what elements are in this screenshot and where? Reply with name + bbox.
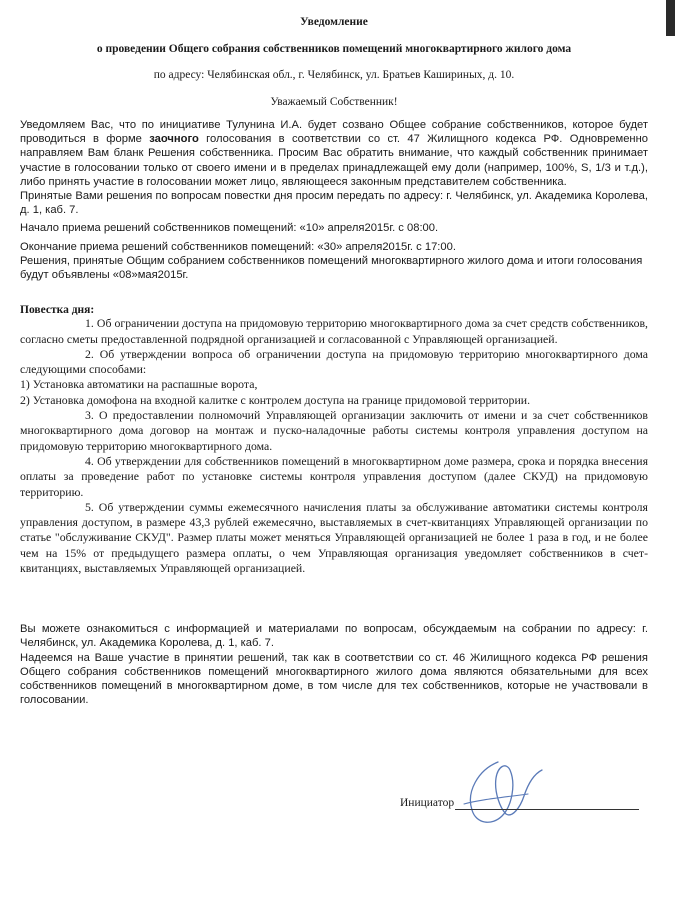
notice-title: Уведомление	[300, 16, 368, 28]
agenda-item: 3. О предоставлении полномочий Управляющей организации заключить от имени и за счет собственников многоквартирного дома договор на монтаж и пуско-наладочные работы системы контроля управления доступом на придомовую территорию многоквартирного дома.	[20, 408, 648, 453]
submission-end: Окончание приема решений собственников помещений: «30» апреля2015г. с 17:00.	[20, 240, 456, 253]
intro-paragraph	[20, 118, 648, 189]
footer-section	[20, 622, 648, 707]
greeting: Уважаемый Собственник!	[270, 96, 398, 108]
agenda-subitem: 1) Установка автоматики на распашные ворота,	[20, 377, 258, 392]
signature-line	[455, 809, 639, 810]
building-address: по адресу: Челябинская обл., г. Челябинск, ул. Братьев Кашириных, д. 10.	[153, 69, 515, 81]
intro-text-end: голосования в соответствии со ст. 47 Жилищного кодекса РФ. Одновременно направляем Вам бланк Решения собственника. Просим Вас обратить внимание, что каждый собственник принимает участие в голосовании только от своего имени и в пределах принадлежащей ему доли (например, 100%, S, 1/3 и т.д.), либо принять участие в голосовании может лицо, являющееся законным представителем собственника.	[20, 133, 649, 188]
submission-start: Начало приема решений собственников помещений: «10» апреля2015г. с 08:00.	[20, 222, 439, 235]
agenda-item: 4. Об утверждении для собственников помещений в многоквартирном доме размера, срока и порядка внесения оплаты за проведение работ по установке системы контроля управления доступом (далее СКУД) на придомовую территорию.	[20, 453, 648, 499]
agenda-item: 1. Об ограничении доступа на придомовую территорию многоквартирного дома за счет средств собственников, согласно сметы предоставленной подрядной организацией и согласованной с Управляющей организацией.	[20, 316, 648, 346]
scan-edge-mark	[666, 0, 675, 36]
notice-document	[20, 12, 648, 708]
notice-subtitle: о проведении Общего собрания собственников помещений многоквартирного жилого дома	[96, 43, 572, 55]
agenda-item: 2. Об утверждении вопроса об ограничении доступа на придомовую территорию многоквартирного дома следующими способами:	[20, 346, 648, 377]
intro-text-start: Уведомляем Вас, что по инициативе Тулунина И.А. будет созвано Общее собрание собственников, которое будет проводиться в форме	[20, 119, 648, 146]
intro-section	[20, 118, 648, 282]
agenda-list	[20, 316, 648, 576]
initiator-label: Инициатор	[400, 797, 455, 809]
submission-address: Принятые Вами решения по вопросам повестки дня просим передать по адресу: г. Челябинск, ул. Академика Королева, д. 1, каб. 7.	[20, 190, 648, 217]
materials-info: Вы можете ознакомиться с информацией и материалами по вопросам, обсуждаемым на собрании по адресу: г. Челябинск, ул. Академика Королева, д. 1, каб. 7.	[20, 623, 648, 650]
intro-bold-word: заочного	[149, 133, 199, 146]
agenda-subitem: 2) Установка домофона на входной калитке с контролем доступа на границе придомовой территории.	[20, 392, 531, 407]
agenda-item: 5. Об утверждении суммы ежемесячного начисления платы за обслуживание автоматики системы контроля управления доступом, в размере 43,3 рублей ежемесячно, выставляемых в счет-квитанциях Управляющей организации по статье "обслуживание СКУД". Размер платы может меняться Управляющей организацией не более 1 раза в год, и не более чем на 15% от предыдущего размера оплаты, о чем Управляющая организация уведомляет собственников в счет-квитанциях, выставляемых Управляющей организацией.	[20, 499, 648, 575]
initiator-signature-row	[400, 797, 640, 827]
binding-decision-note: Надеемся на Ваше участие в принятии решений, так как в соответствии со ст. 46 Жилищного кодекса РФ решения Общего собрания собственников помещений многоквартирного жилого дома являются обязательными для всех собственников помещений в многоквартирном доме, в том числе для тех собственников, которые не участвовали в голосовании.	[20, 651, 648, 707]
agenda-heading: Повестка дня:	[20, 304, 95, 317]
results-announcement: Решения, принятые Общим собранием собственников помещений многоквартирного жилого дома и итоги голосования будут объявлены «08»мая2015г.	[20, 254, 643, 282]
